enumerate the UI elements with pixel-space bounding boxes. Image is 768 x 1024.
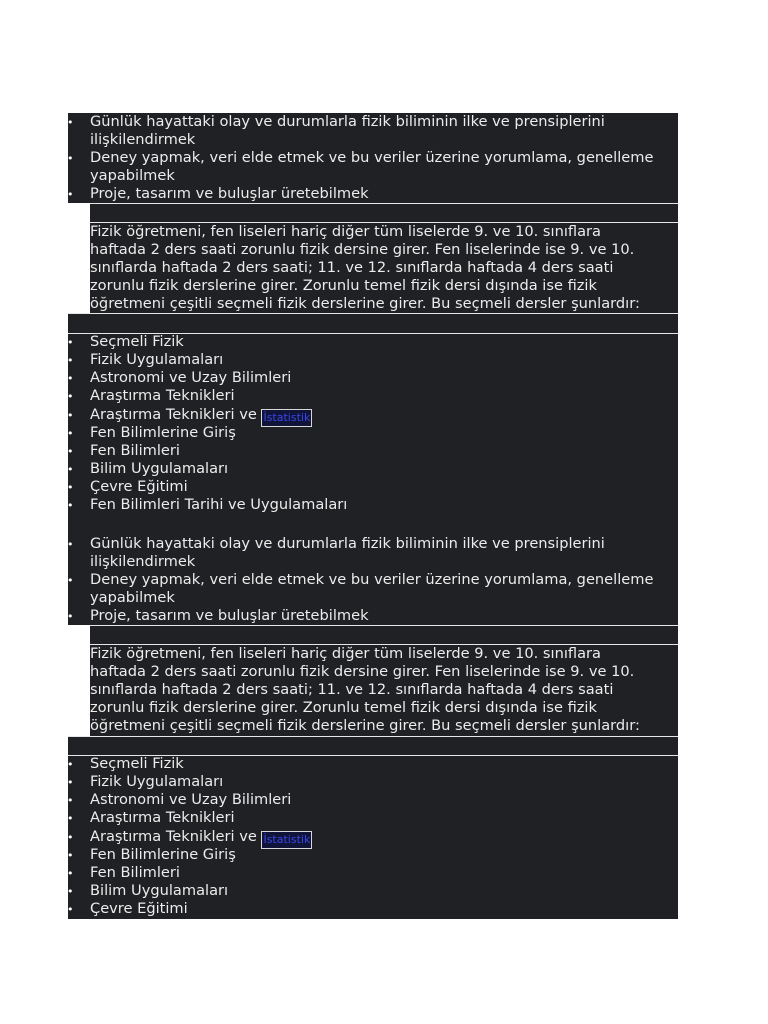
bullet: •: [67, 903, 74, 916]
goal-item: Deney yapmak, veri elde etmek ve bu veriler üzerine yorumlama, genelleme yapabilmek: [90, 571, 654, 606]
course-item: Seçmeli Fizik: [90, 755, 184, 772]
bullet: •: [67, 885, 74, 898]
goal-item: Günlük hayattaki olay ve durumlarla fizik biliminin ilke ve prensiplerini ilişkilendirmek: [90, 113, 605, 148]
bullet: •: [67, 116, 74, 129]
bullet: •: [67, 574, 74, 587]
bullet: •: [67, 610, 74, 623]
statistics-link[interactable]: İstatistik: [261, 409, 312, 427]
statistics-link[interactable]: İstatistik: [261, 831, 312, 849]
bullet: •: [67, 794, 74, 807]
course-item: Bilim Uygulamaları: [90, 882, 229, 899]
bullet: •: [67, 758, 74, 771]
bullet: •: [67, 445, 74, 458]
bullet: •: [67, 538, 74, 551]
bullet: •: [67, 849, 74, 862]
spacer-row: [68, 737, 678, 755]
course-item: Fen Bilimlerine Giriş: [90, 846, 236, 863]
divider: [90, 625, 678, 626]
course-item: Fizik Uygulamaları: [90, 773, 224, 790]
goal-item: Günlük hayattaki olay ve durumlarla fizik biliminin ilke ve prensiplerini ilişkilendirmek: [90, 535, 605, 570]
course-item: Araştırma Teknikleri: [90, 809, 235, 826]
goal-item: Deney yapmak, veri elde etmek ve bu veriler üzerine yorumlama, genelleme yapabilmek: [90, 149, 654, 184]
course-item: Çevre Eğitimi: [90, 478, 188, 495]
bullet: •: [67, 427, 74, 440]
course-item-label: Araştırma Teknikleri ve: [90, 406, 262, 423]
bullet: •: [67, 336, 74, 349]
paragraph-text: Fizik öğretmeni, fen liseleri hariç diğer tüm liselerde 9. ve 10. sınıflara haftada 2 ders saati zorunlu fizik dersine girer. Fen liselerinde ise 9. ve 10. sınıflarda haftada 2 ders saati; 11. ve 12. sınıflarda haftada 4 ders saati zorunlu fizik derslerine girer. Zorunlu temel fizik dersi dışında ise fizik öğretmeni çeşitli seçmeli fizik derslerine girer. Bu seçmeli dersler şunlardır:: [90, 645, 640, 734]
goal-item: Proje, tasarım ve buluşlar üretebilmek: [90, 185, 369, 202]
course-item: Fen Bilimleri: [90, 864, 180, 881]
bullet: •: [67, 409, 74, 422]
bullet: •: [67, 188, 74, 201]
bullet: •: [67, 463, 74, 476]
course-item: Çevre Eğitimi: [90, 900, 188, 917]
bullet: •: [67, 354, 74, 367]
course-item: Astronomi ve Uzay Bilimleri: [90, 791, 292, 808]
course-item: Bilim Uygulamaları: [90, 460, 229, 477]
course-item: Araştırma Teknikleri: [90, 387, 235, 404]
bullet: •: [67, 831, 74, 844]
course-item: Seçmeli Fizik: [90, 333, 184, 350]
bullet: •: [67, 867, 74, 880]
bullet: •: [67, 152, 74, 165]
bullet: •: [67, 812, 74, 825]
divider: [90, 203, 678, 204]
spacer-row: [90, 626, 678, 644]
bullet: •: [67, 390, 74, 403]
course-item: Fen Bilimleri Tarihi ve Uygulamaları: [90, 496, 348, 513]
course-item: Fizik Uygulamaları: [90, 351, 224, 368]
bullet: •: [67, 776, 74, 789]
bullet: •: [67, 499, 74, 512]
course-item: Fen Bilimleri: [90, 442, 180, 459]
course-item: Fen Bilimlerine Giriş: [90, 424, 236, 441]
paragraph-text: Fizik öğretmeni, fen liseleri hariç diğer tüm liselerde 9. ve 10. sınıflara haftada 2 ders saati zorunlu fizik dersine girer. Fen liselerinde ise 9. ve 10. sınıflarda haftada 2 ders saati; 11. ve 12. sınıflarda haftada 4 ders saati zorunlu fizik derslerine girer. Zorunlu temel fizik dersi dışında ise fizik öğretmeni çeşitli seçmeli fizik derslerine girer. Bu seçmeli dersler şunlardır:: [90, 223, 640, 312]
bullet: •: [67, 481, 74, 494]
spacer-row: [68, 314, 678, 333]
spacer-row: [90, 204, 678, 222]
bullet: •: [67, 372, 74, 385]
course-item-label: Araştırma Teknikleri ve: [90, 828, 262, 845]
course-item: Astronomi ve Uzay Bilimleri: [90, 369, 292, 386]
goal-item: Proje, tasarım ve buluşlar üretebilmek: [90, 607, 369, 624]
